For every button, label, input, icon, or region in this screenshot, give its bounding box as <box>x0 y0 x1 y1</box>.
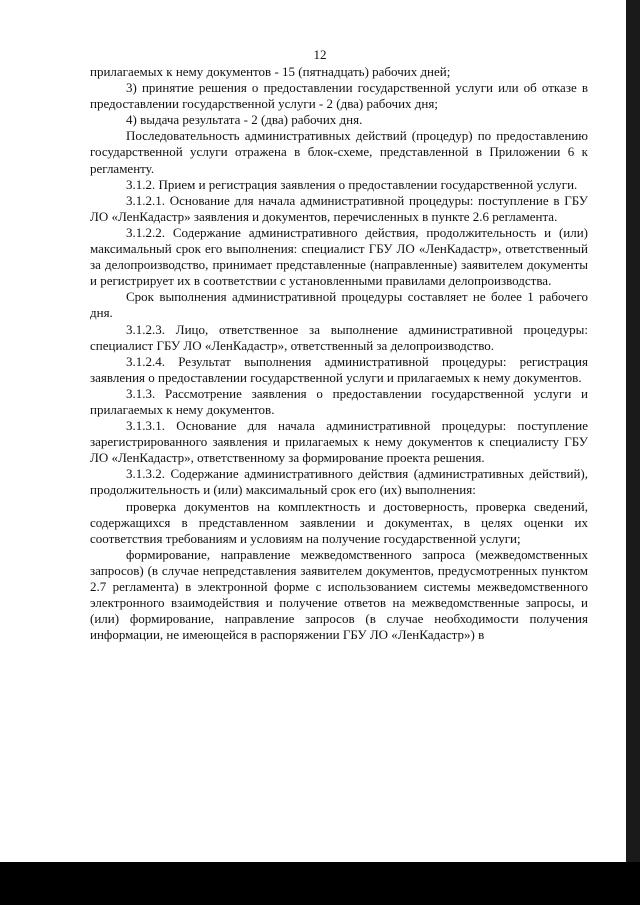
paragraph: проверка документов на комплектность и достоверность, проверка сведений, содержащихся в представленном заявлении и документах, в целях оценки их соответствия требованиям и условиям на получение государственной услуги; <box>90 498 588 546</box>
paragraph: формирование, направление межведомственного запроса (межведомственных запросов) (в случае непредставления заявителем документов, предусмотренных пунктом 2.7 регламента) в электронной форме с использованием системы межведомственного электронного взаимодействия и получение ответов на межведомственные запросы, и (или) формирование, направление запросов (в случае необходимости получения информации, не имеющейся в распоряжении ГБУ ЛО «ЛенКадастр») в <box>90 546 588 643</box>
paragraph: 4) выдача результата - 2 (два) рабочих дня. <box>126 112 363 128</box>
paragraph: 3.1.2.1. Основание для начала административной процедуры: поступление в ГБУ ЛО «ЛенКадастр» заявления и документов, перечисленных в пункте 2.6 регламента. <box>90 192 588 224</box>
page-number: 12 <box>313 47 327 62</box>
paragraph: Последовательность административных действий (процедур) по предоставлению государственной услуги отражена в блок-схеме, представленной в Приложении 6 к регламенту. <box>90 128 588 176</box>
paragraph: 3.1.2.4. Результат выполнения административной процедуры: регистрация заявления о предоставлении государственной услуги и прилагаемых к нему документов. <box>90 353 588 385</box>
paragraph: 3.1.2.2. Содержание административного действия, продолжительность и (или) максимальный срок его выполнения: специалист ГБУ ЛО «ЛенКадастр», ответственный за делопроизводство, принимает представленные (направленные) заявителем документы и регистрирует их в соответствии с установленными правилами делопроизводства. <box>90 224 588 289</box>
paragraph: 3.1.2. Прием и регистрация заявления о предоставлении государственной услуги. <box>126 176 578 192</box>
paragraph: 3.1.3.2. Содержание административного действия (административных действий), продолжительность и (или) максимальный срок его (их) выполнения: <box>90 466 588 498</box>
paragraph: 3) принятие решения о предоставлении государственной услуги или об отказе в предоставлении государственной услуги - 2 (два) рабочих дня; <box>90 80 588 112</box>
paragraph: 3.1.3. Рассмотрение заявления о предоставлении государственной услуги и прилагаемых к нему документов. <box>90 385 588 417</box>
paragraph: Срок выполнения административной процедуры составляет не более 1 рабочего дня. <box>90 289 588 321</box>
paragraph: 3.1.2.3. Лицо, ответственное за выполнение административной процедуры: специалист ГБУ ЛО «ЛенКадастр», ответственный за делопроизводство. <box>90 321 588 353</box>
paragraph: прилагаемых к нему документов - 15 (пятнадцать) рабочих дней; <box>90 64 451 79</box>
paragraph: 3.1.3.1. Основание для начала административной процедуры: поступление зарегистрированного заявления и прилагаемых к нему документов к специалисту ГБУ ЛО «ЛенКадастр», ответственному за формирование проекта решения. <box>90 418 588 466</box>
scan-edge-bottom <box>0 862 640 905</box>
scan-edge-right <box>626 0 640 870</box>
document-body <box>90 64 588 643</box>
